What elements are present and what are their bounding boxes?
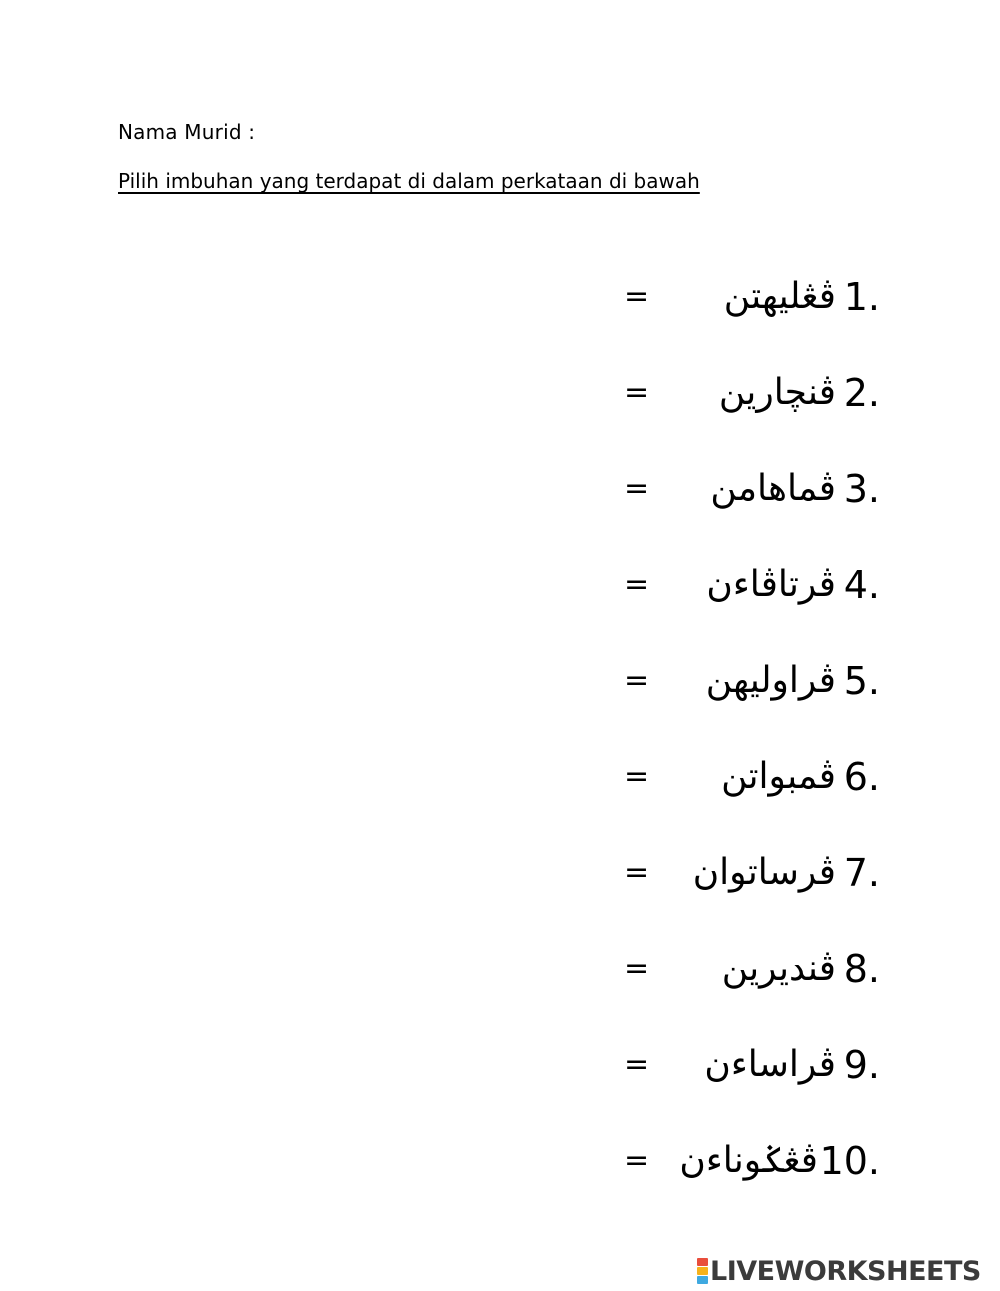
question-item <box>600 459 880 519</box>
logo-block <box>697 1267 708 1275</box>
question-number: 4. <box>843 563 880 607</box>
logo-block <box>697 1276 708 1284</box>
answer-equals: = <box>624 375 650 410</box>
question-word: ڤنچارين <box>718 372 836 413</box>
answer-equals: = <box>624 1143 650 1178</box>
liveworksheets-logo[interactable] <box>697 1254 981 1288</box>
question-word: ڤرتاڤاءن <box>706 564 836 605</box>
question-word: ڤراوليهن <box>705 660 836 701</box>
answer-equals: = <box>624 855 650 890</box>
question-item <box>600 1035 880 1095</box>
question-number: 2. <box>843 371 880 415</box>
question-word: ڤماهامن <box>710 468 836 509</box>
question-number: 8. <box>843 947 880 991</box>
question-item <box>600 363 880 423</box>
question-number: 9. <box>843 1043 880 1087</box>
question-number: 1. <box>843 275 880 319</box>
question-number: 5. <box>843 659 880 703</box>
question-item <box>600 843 880 903</box>
question-number: 10. <box>819 1139 880 1183</box>
student-name-label: Nama Murid : <box>118 120 256 144</box>
question-item <box>600 267 880 327</box>
question-item <box>600 1131 880 1191</box>
question-number: 7. <box>843 851 880 895</box>
answer-equals: = <box>624 759 650 794</box>
question-number: 3. <box>843 467 880 511</box>
question-word: ڤرساتوان <box>692 852 836 893</box>
question-word: ڤراساءن <box>704 1044 836 1085</box>
question-item <box>600 555 880 615</box>
question-word: ڤڠݢوناءن <box>679 1140 818 1181</box>
instruction-text: Pilih imbuhan yang terdapat di dalam perkataan di bawah <box>118 169 700 193</box>
logo-text: LIVEWORKSHEETS <box>710 1255 981 1287</box>
question-item <box>600 651 880 711</box>
question-number: 6. <box>843 755 880 799</box>
logo-block <box>697 1258 708 1266</box>
answer-equals: = <box>624 951 650 986</box>
question-item <box>600 747 880 807</box>
answer-equals: = <box>624 471 650 506</box>
question-word: ڤنديرين <box>721 948 836 989</box>
question-item <box>600 939 880 999</box>
question-word: ڤڠليهتن <box>723 276 836 317</box>
answer-equals: = <box>624 567 650 602</box>
answer-equals: = <box>624 1047 650 1082</box>
answer-equals: = <box>624 663 650 698</box>
question-word: ڤمبواتن <box>721 756 836 797</box>
answer-equals: = <box>624 279 650 314</box>
logo-blocks-icon <box>697 1258 708 1284</box>
